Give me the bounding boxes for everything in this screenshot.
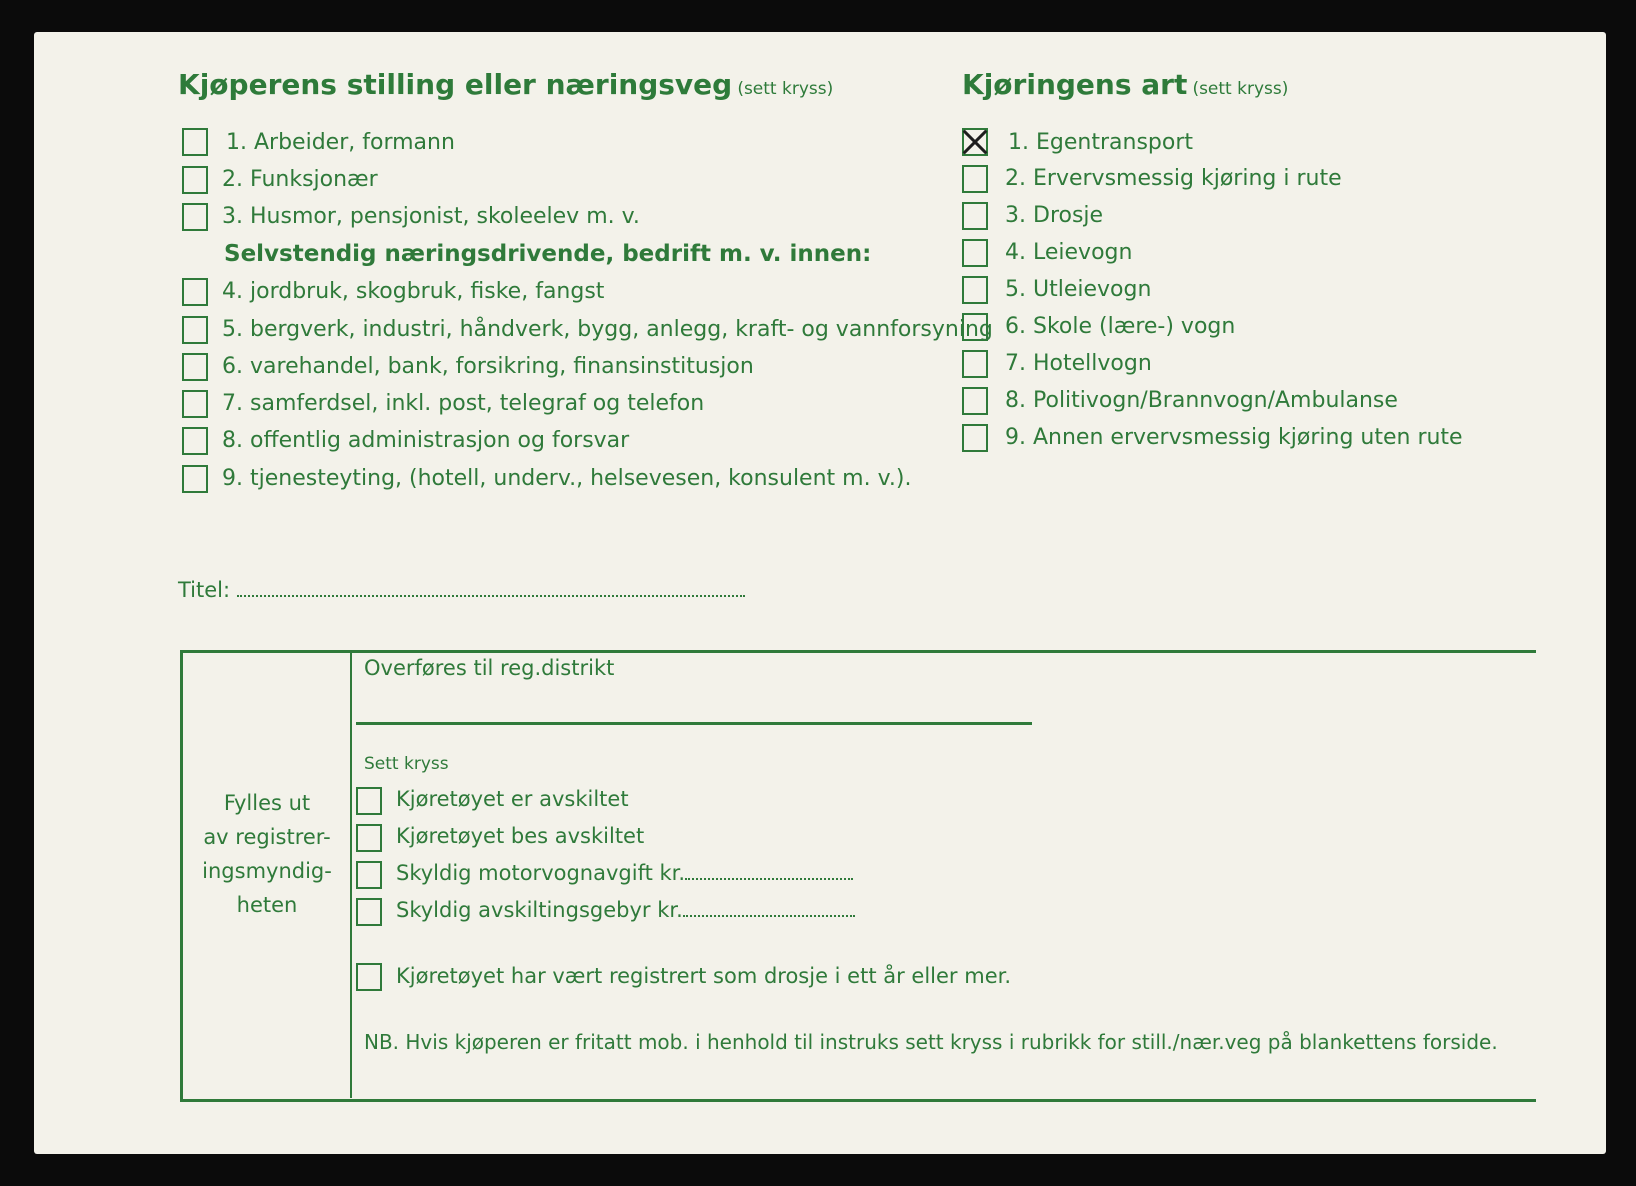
right-heading-title: Kjøringens art — [962, 68, 1188, 101]
checkbox-utleievogn[interactable] — [962, 276, 988, 304]
checkbox-varehandel[interactable] — [182, 353, 208, 381]
box-left-border — [180, 650, 183, 1102]
item-label: Hotellvogn — [1033, 351, 1152, 376]
checkbox-skolevogn[interactable] — [962, 313, 988, 341]
driving-type-item-4 — [1005, 240, 1132, 265]
drosje-check-label: Kjøretøyet har vært registrert som drosje i ett år eller mer. — [396, 964, 1011, 988]
checkbox-drosje[interactable] — [962, 202, 988, 230]
occupation-item-9 — [222, 466, 911, 491]
item-number: 3. — [1005, 203, 1026, 228]
item-label: samferdsel, inkl. post, telegraf og telefon — [250, 391, 705, 416]
occupation-item-3 — [222, 204, 640, 229]
item-label: Ervervsmessig kjøring i rute — [1033, 166, 1342, 191]
occupation-item-1 — [226, 130, 455, 155]
box-divider — [350, 650, 352, 1098]
driving-type-item-5 — [1005, 277, 1151, 302]
left-heading-title: Kjøperens stilling eller næringsveg — [178, 68, 733, 101]
registry-check-avskiltingsgebyr — [396, 898, 855, 922]
checkbox-offentlig[interactable] — [182, 427, 208, 455]
item-number: 3. — [222, 204, 243, 229]
title-label: Titel: — [178, 578, 231, 602]
checkbox-politivogn[interactable] — [962, 387, 988, 415]
item-label: Skole (lære-) vogn — [1033, 314, 1236, 339]
checkbox-jordbruk[interactable] — [182, 278, 208, 306]
item-label: Utleievogn — [1033, 277, 1152, 302]
right-heading — [962, 68, 1288, 101]
item-number: 4. — [1005, 240, 1026, 265]
checkbox-motorvognavgift[interactable] — [356, 861, 382, 889]
occupation-item-4 — [222, 279, 604, 304]
item-number: 5. — [222, 317, 243, 342]
nb-note: NB. Hvis kjøperen er fritatt mob. i henhold til instruks sett kryss i rubrikk for still./nær.veg på blankettens forside. — [364, 1030, 1498, 1054]
sett-kryss-label: Sett kryss — [364, 754, 449, 774]
item-number: 8. — [1005, 388, 1026, 413]
self-employed-subheading: Selvstendig næringsdrivende, bedrift m. v. innen: — [224, 241, 872, 267]
checkbox-funksjonaer[interactable] — [182, 166, 208, 194]
driving-type-item-9 — [1005, 425, 1463, 450]
item-label: Drosje — [1033, 203, 1104, 228]
box-top-border — [180, 650, 1536, 653]
checkbox-annen[interactable] — [962, 424, 988, 452]
item-number: 2. — [222, 167, 243, 192]
item-number: 8. — [222, 428, 243, 453]
amount-input-line[interactable] — [683, 915, 855, 917]
side-label-line: av registrer- — [203, 825, 331, 849]
checkbox-egentransport[interactable] — [962, 128, 988, 156]
side-label-line: Fylles ut — [223, 791, 311, 815]
registry-check-label: Kjøretøyet bes avskiltet — [396, 824, 645, 848]
checkbox-avskiltet[interactable] — [356, 787, 382, 815]
item-label: Annen ervervsmessig kjøring uten rute — [1033, 425, 1463, 450]
checkbox-drosje-registrert[interactable] — [356, 963, 382, 991]
item-number: 7. — [1005, 351, 1026, 376]
item-number: 9. — [222, 466, 243, 491]
item-label: Leievogn — [1033, 240, 1133, 265]
item-label: Egentransport — [1036, 130, 1193, 155]
left-heading-note: (sett kryss) — [737, 79, 834, 99]
item-number: 4. — [222, 279, 243, 304]
item-label: Politivogn/Brannvogn/Ambulanse — [1033, 388, 1398, 413]
driving-type-item-2 — [1005, 166, 1342, 191]
item-label: tjenesteyting, (hotell, underv., helsevesen, konsulent m. v.). — [250, 466, 912, 491]
item-label: varehandel, bank, forsikring, finansinstitusjon — [250, 354, 754, 379]
registry-check-label: Skyldig motorvognavgift kr. — [396, 861, 686, 885]
item-number: 1. — [1008, 130, 1029, 155]
registry-check-motorvognavgift — [396, 861, 853, 885]
title-input-line[interactable] — [237, 595, 745, 597]
registry-check-label: Kjøretøyet er avskiltet — [396, 787, 629, 811]
occupation-item-8 — [222, 428, 629, 453]
item-number: 2. — [1005, 166, 1026, 191]
right-heading-note: (sett kryss) — [1192, 79, 1289, 99]
occupation-item-6 — [222, 354, 754, 379]
item-label: Husmor, pensjonist, skoleelev m. v. — [250, 204, 640, 229]
amount-input-line[interactable] — [685, 878, 853, 880]
checkbox-rute[interactable] — [962, 165, 988, 193]
checkbox-hotellvogn[interactable] — [962, 350, 988, 378]
title-field — [178, 578, 745, 602]
occupation-item-7 — [222, 391, 704, 416]
driving-type-item-1 — [1008, 130, 1193, 155]
checkbox-bes-avskiltet[interactable] — [356, 824, 382, 852]
transfer-label: Overføres til reg.distrikt — [364, 656, 615, 680]
checkbox-tjenesteyting[interactable] — [182, 465, 208, 493]
item-number: 5. — [1005, 277, 1026, 302]
item-label: Arbeider, formann — [254, 130, 455, 155]
registry-side-label — [186, 786, 348, 922]
driving-type-item-3 — [1005, 203, 1103, 228]
side-label-line: heten — [236, 893, 298, 917]
left-heading — [178, 68, 833, 101]
side-label-line: ingsmyndig- — [202, 859, 332, 883]
driving-type-item-7 — [1005, 351, 1152, 376]
checkbox-arbeider[interactable] — [182, 128, 208, 156]
box-bottom-border — [180, 1099, 1536, 1102]
transfer-input-line[interactable] — [356, 722, 1032, 725]
item-number: 6. — [1005, 314, 1026, 339]
item-number: 7. — [222, 391, 243, 416]
item-label: Funksjonær — [250, 167, 378, 192]
occupation-item-2 — [222, 167, 378, 192]
driving-type-item-8 — [1005, 388, 1398, 413]
item-number: 9. — [1005, 425, 1026, 450]
checkbox-husmor[interactable] — [182, 203, 208, 231]
checkbox-bergverk[interactable] — [182, 316, 208, 344]
driving-type-item-6 — [1005, 314, 1235, 339]
item-label: jordbruk, skogbruk, fiske, fangst — [250, 279, 605, 304]
item-label: offentlig administrasjon og forsvar — [250, 428, 630, 453]
item-label: bergverk, industri, håndverk, bygg, anlegg, kraft- og vannforsyning — [250, 317, 993, 342]
checkbox-leievogn[interactable] — [962, 239, 988, 267]
checkbox-samferdsel[interactable] — [182, 390, 208, 418]
checkbox-avskiltingsgebyr[interactable] — [356, 898, 382, 926]
item-number: 6. — [222, 354, 243, 379]
registry-check-label: Skyldig avskiltingsgebyr kr. — [396, 898, 683, 922]
occupation-item-5 — [222, 317, 993, 342]
item-number: 1. — [226, 130, 247, 155]
